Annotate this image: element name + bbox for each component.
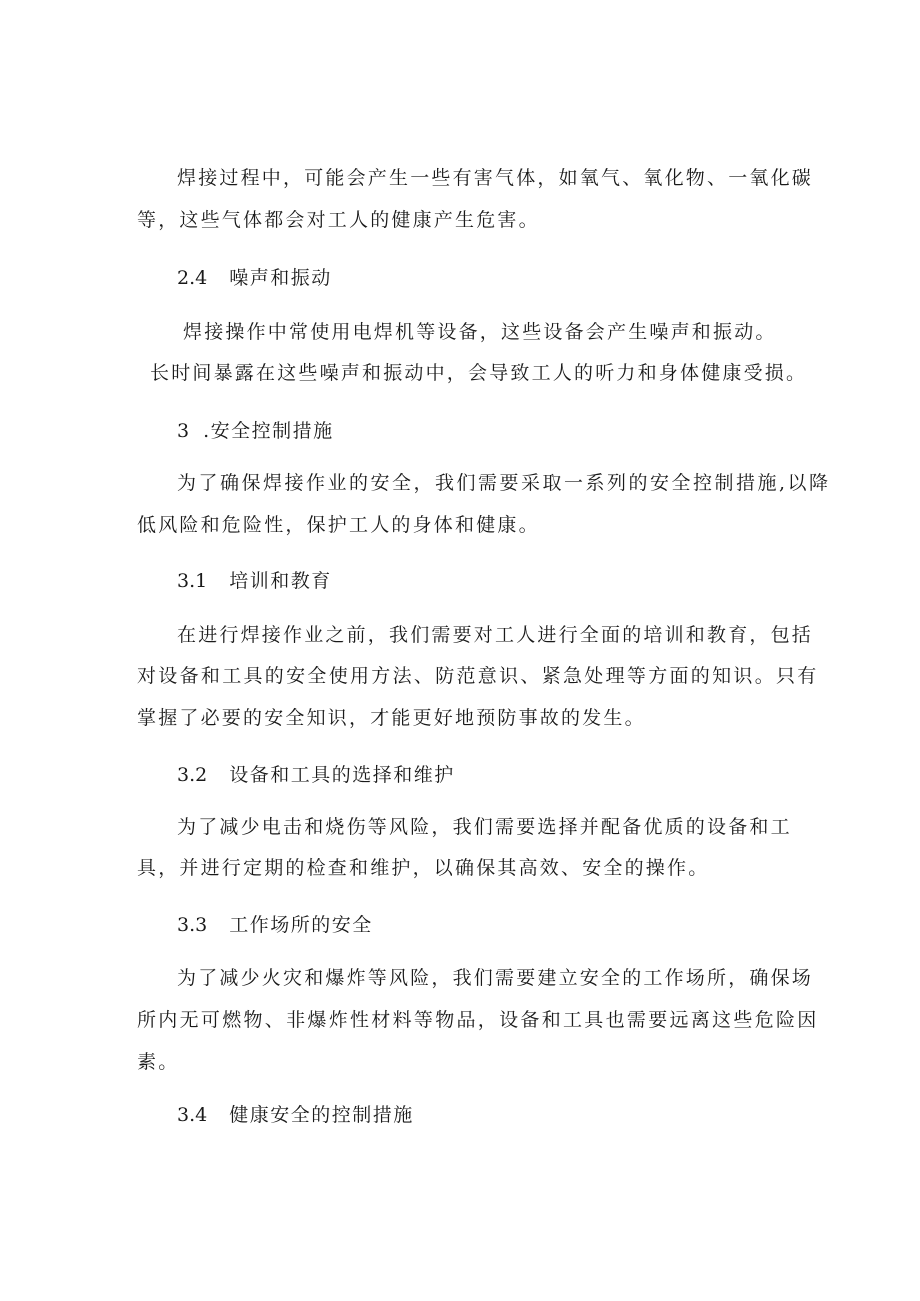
body-line: 具，并进行定期的检查和维护，以确保其高效、安全的操作。 (137, 857, 710, 879)
section-title: 工作场所的安全 (229, 914, 373, 936)
section-heading-3-3 (177, 913, 373, 937)
section-number: 2.4 (177, 267, 208, 289)
section-number: 3.1 (177, 570, 208, 592)
body-line: 焊接过程中，可能会产生一些有害气体，如氧气、氧化物、一氧化碳 (177, 167, 814, 189)
body-line: 等，这些气体都会对工人的健康产生危害。 (137, 209, 540, 231)
section-heading-3-4 (177, 1103, 414, 1127)
body-line: 为了确保焊接作业的安全，我们需要采取一系列的安全控制措施,以降 (177, 472, 831, 494)
body-line: 长时间暴露在这些噪声和振动中，会导致工人的听力和身体健康受损。 (150, 362, 808, 384)
section-heading-3-1 (177, 569, 332, 593)
section-title: 噪声和振动 (229, 267, 332, 289)
section-heading-3 (177, 419, 334, 443)
section-heading-2-4 (177, 266, 332, 290)
body-line: 为了减少火灾和爆炸等风险，我们需要建立安全的工作场所，确保场 (177, 967, 814, 989)
body-line: 低风险和危险性，保护工人的身体和健康。 (137, 514, 540, 536)
section-number: 3.4 (177, 1104, 208, 1126)
section-number: 3.3 (177, 914, 208, 936)
body-line: 在进行焊接作业之前，我们需要对工人进行全面的培训和教育，包括 (177, 624, 814, 646)
section-heading-3-2 (177, 763, 455, 787)
section-title: 健康安全的控制措施 (229, 1104, 414, 1126)
section-title: 培训和教育 (229, 570, 332, 592)
body-line: 所内无可燃物、非爆炸性材料等物品，设备和工具也需要远离这些危险因 (137, 1009, 819, 1031)
body-line: 对设备和工具的安全使用方法、防范意识、紧急处理等方面的知识。只有 (137, 665, 819, 687)
section-title: 设备和工具的选择和维护 (229, 764, 455, 786)
body-line: 素。 (137, 1051, 180, 1073)
body-line: 为了减少电击和烧伤等风险，我们需要选择并配备优质的设备和工 (177, 816, 792, 838)
section-title: .安全控制措施 (203, 420, 334, 442)
body-line: 焊接操作中常使用电焊机等设备，这些设备会产生噪声和振动。 (183, 321, 777, 343)
section-number: 3.2 (177, 764, 208, 786)
body-line: 掌握了必要的安全知识，才能更好地预防事故的发生。 (137, 707, 646, 729)
section-number: 3 (177, 420, 190, 442)
